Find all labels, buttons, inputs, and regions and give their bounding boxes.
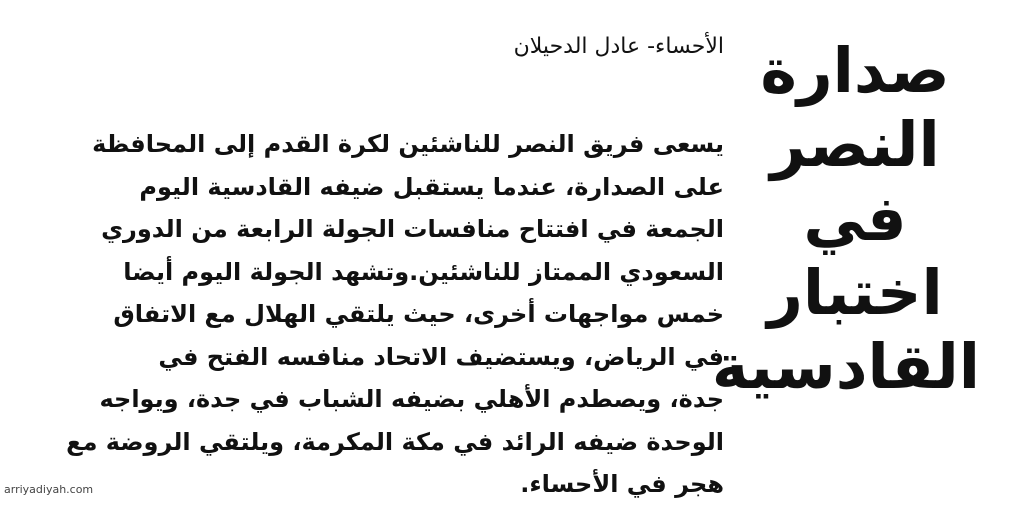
headline-line: النصر bbox=[770, 108, 940, 181]
headline-line: القادسية bbox=[711, 330, 980, 403]
article-line: هجر في الأحساء. bbox=[520, 470, 724, 498]
article-line: السعودي الممتاز للناشئين.وتشهد الجولة اليوم أيضا bbox=[123, 257, 724, 286]
article-line: يسعى فريق النصر للناشئين لكرة القدم إلى المحافظة bbox=[92, 130, 724, 158]
article-line: جدة، ويصطدم الأهلي بضيفه الشباب في جدة، ويواجه bbox=[99, 385, 724, 413]
article-body bbox=[16, 123, 724, 506]
headline-line: اختبار bbox=[767, 256, 943, 329]
article-line: الجمعة في افتتاح منافسات الجولة الرابعة من الدوري bbox=[101, 215, 724, 243]
article-line: على الصدارة، عندما يستقبل ضيفه القادسية اليوم bbox=[139, 172, 724, 201]
article-line: الوحدة ضيفه الرائد في مكة المكرمة، ويلتقي الروضة مع bbox=[66, 427, 724, 456]
byline: الأحساء- عادل الدحيلان bbox=[513, 34, 724, 59]
source-watermark: arriyadiyah.com bbox=[4, 483, 94, 496]
article-line: في الرياض، ويستضيف الاتحاد منافسه الفتح في bbox=[158, 342, 724, 371]
headline-line: في bbox=[803, 182, 907, 255]
headline-line: صدارة bbox=[760, 34, 950, 107]
article-line: خمس مواجهات أخرى، حيث يلتقي الهلال مع الاتفاق bbox=[113, 300, 724, 328]
headline bbox=[711, 34, 980, 404]
